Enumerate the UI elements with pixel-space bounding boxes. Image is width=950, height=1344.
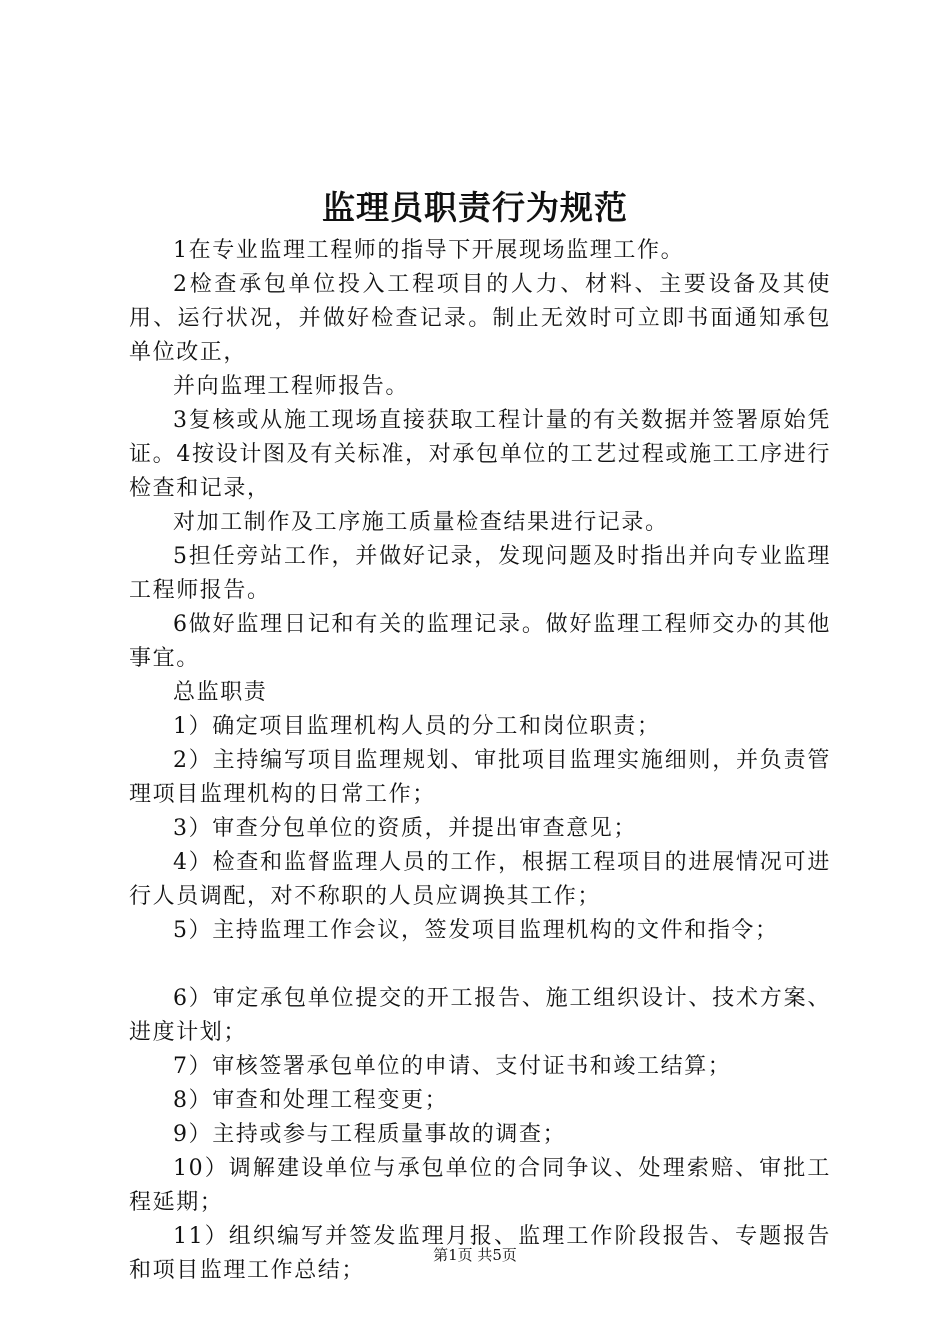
paragraph: 9）主持或参与工程质量事故的调查； [173,1122,567,1147]
paragraph: 6做好监理日记和有关的监理记录。做好监理工程师交办的其他事宜。 [129,612,831,671]
section-heading: 总监职责 [173,680,268,705]
paragraph: 1）确定项目监理机构人员的分工和岗位职责； [173,714,661,739]
page-number-footer: 第1页 共5页 [433,1246,517,1264]
paragraph: 10）调解建设单位与承包单位的合同争议、处理索赔、审批工程延期； [129,1156,831,1215]
document-body [129,234,831,1288]
paragraph: 6）审定承包单位提交的开工报告、施工组织设计、技术方案、进度计划； [129,986,831,1045]
paragraph: 3复核或从施工现场直接获取工程计量的有关数据并签署原始凭证。4按设计图及有关标准，对承包单位的工艺过程或施工工序进行检查和记录， [129,408,831,501]
blank-line [129,948,831,982]
paragraph: 5担任旁站工作，并做好记录，发现问题及时指出并向专业监理工程师报告。 [129,544,831,603]
paragraph: 5）主持监理工作会议，签发项目监理机构的文件和指令； [173,918,779,943]
paragraph: 4）检查和监督监理人员的工作，根据工程项目的进展情况可进行人员调配，对不称职的人员应调换其工作； [129,850,831,909]
paragraph: 8）审查和处理工程变更； [173,1088,449,1113]
paragraph: 2检查承包单位投入工程项目的人力、材料、主要设备及其使用、运行状况，并做好检查记录。制止无效时可立即书面通知承包单位改正， [129,272,831,365]
paragraph: 对加工制作及工序施工质量检查结果进行记录。 [173,510,669,535]
paragraph: 7）审核签署承包单位的申请、支付证书和竣工结算； [173,1054,732,1079]
paragraph: 11）组织编写并签发监理月报、监理工作阶段报告、专题报告和项目监理工作总结； [129,1224,831,1283]
paragraph: 2）主持编写项目监理规划、审批项目监理实施细则，并负责管理项目监理机构的日常工作； [129,748,831,807]
paragraph: 1在专业监理工程师的指导下开展现场监理工作。 [173,238,685,263]
document-title: 监理员职责行为规范 [322,188,628,227]
paragraph: 并向监理工程师报告。 [173,374,410,399]
paragraph: 3）审查分包单位的资质，并提出审查意见； [173,816,637,841]
